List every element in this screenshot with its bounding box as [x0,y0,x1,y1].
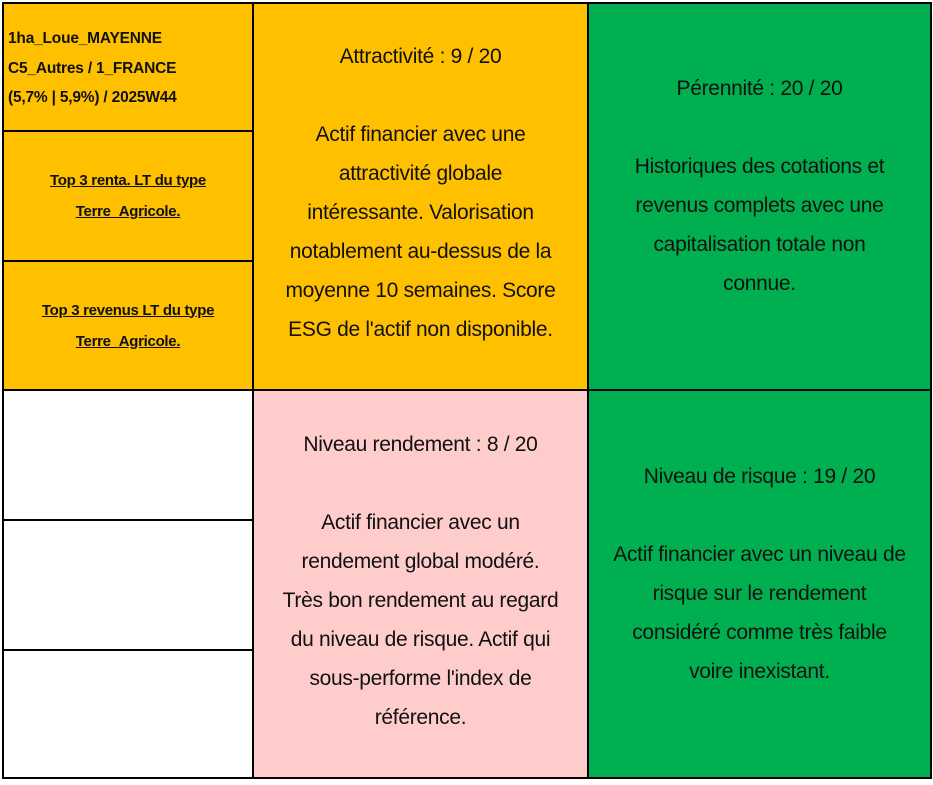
attractivite-cell [252,2,589,391]
asset-info-cell [2,2,254,132]
top-renta-link-line2: Terre_Agricole. [75,203,181,220]
empty-cell-1 [2,389,254,521]
top-revenus-link-line1: Top 3 revenus LT du type [41,301,215,319]
rendement-cell [252,389,589,779]
rendement-title: Niveau rendement : 8 / 20 [303,433,538,456]
asset-yield-week: (5,7% | 5,9%) / 2025W44 [8,89,177,106]
perennite-description: Historiques des cotations et revenus complets avec une capitalisation totale non connue. [634,154,885,295]
top-renta-link[interactable] [2,130,254,262]
top-revenus-link[interactable] [2,260,254,391]
empty-cell-2 [2,519,254,651]
empty-cell-3 [2,649,254,779]
rendement-description: Actif financier avec un rendement global modéré. Très bon rendement au regard du niveau de risque. Actif qui sous-performe l'index de référence. [282,511,559,729]
top-revenus-link-line2: Terre_Agricole. [75,332,181,350]
risque-title: Niveau de risque : 19 / 20 [643,465,876,488]
perennite-cell [587,2,932,391]
top-renta-link-line1: Top 3 renta. LT du type [50,172,206,189]
attractivite-title: Attractivité : 9 / 20 [339,44,502,68]
asset-category: C5_Autres / 1_FRANCE [8,59,177,77]
perennite-title: Pérennité : 20 / 20 [676,76,843,100]
risque-cell [587,389,932,779]
risque-description: Actif financier avec un niveau de risque sur le rendement considéré comme très faible voire inexistant. [613,543,906,683]
asset-name: 1ha_Loue_MAYENNE [8,30,162,47]
attractivite-description: Actif financier avec une attractivité globale intéressante. Valorisation notablement au-dessus de la moyenne 10 semaines. Score ESG de l'actif non disponible. [285,122,556,341]
